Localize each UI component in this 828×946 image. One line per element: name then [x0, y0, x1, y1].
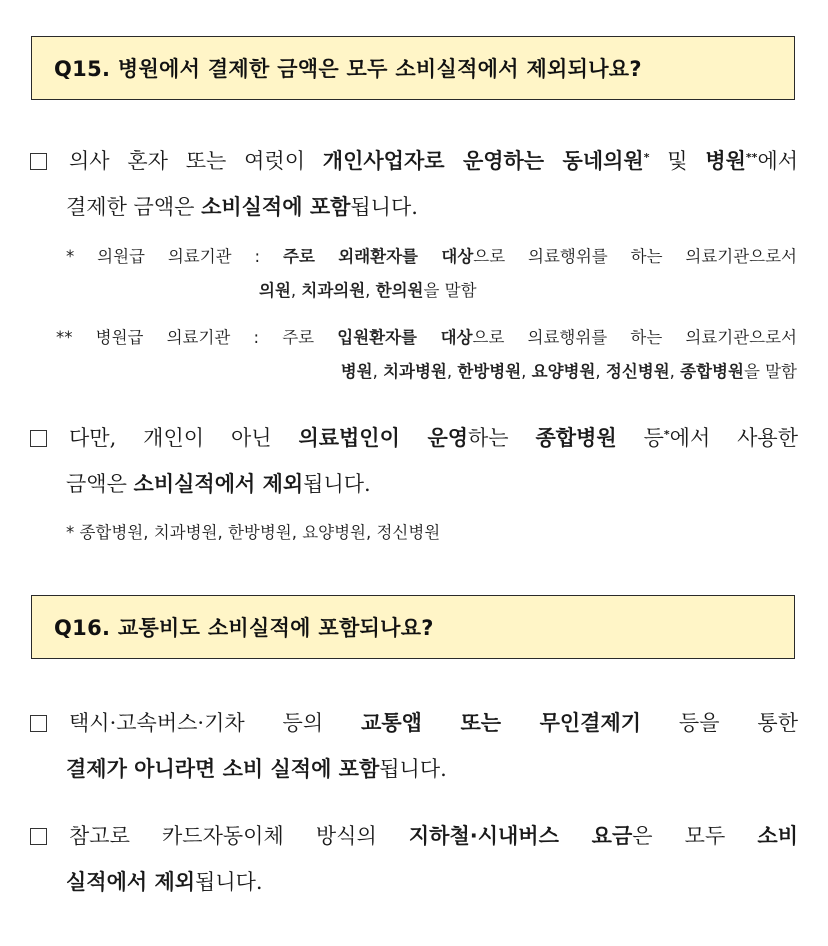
- footnote-clinic: [66, 240, 797, 308]
- paragraph-line: [69, 700, 798, 746]
- emphasis: 소비: [757, 824, 798, 848]
- text: 으로 의료행위를 하는 의료기관으로서: [472, 328, 797, 347]
- footnote-line: [66, 274, 797, 308]
- text: 을 말함: [743, 362, 797, 381]
- q15-title: Q15. 병원에서 결제한 금액은 모두 소비실적에서 제외되나요?: [54, 57, 642, 81]
- emphasis: 소비실적에서 제외: [133, 472, 304, 496]
- text: ** 병원급 의료기관 : 주로: [56, 328, 338, 347]
- text: ,: [372, 362, 384, 381]
- text: ,: [446, 362, 458, 381]
- paragraph-line: [69, 813, 798, 859]
- text: ,: [521, 362, 532, 381]
- text: 다만, 개인이 아닌: [69, 426, 299, 450]
- emphasis: 입원환자를 대상: [337, 328, 473, 347]
- q16-answer-paragraph-2: [30, 813, 798, 905]
- text: 을 말함: [423, 281, 477, 300]
- emphasis: 병원: [340, 362, 373, 381]
- text: 금액은: [66, 472, 134, 496]
- checkbox-bullet-icon: [30, 715, 47, 732]
- text: ,: [290, 281, 302, 300]
- text: 결제한 금액은: [66, 195, 202, 219]
- footnote-line: [66, 240, 797, 274]
- q15-answer-paragraph-2: [30, 415, 798, 507]
- emphasis: 결제가 아니라면 소비 실적에 포함: [66, 757, 380, 781]
- emphasis: 치과병원: [383, 362, 447, 381]
- emphasis: 의원: [259, 281, 291, 300]
- emphasis: 요양병원: [531, 362, 596, 381]
- text: 택시·고속버스·기차 등의: [69, 711, 362, 735]
- footnote-general-hospital: [66, 516, 440, 550]
- checkbox-bullet-icon: [30, 828, 47, 845]
- q16-answer-paragraph-1: [30, 700, 798, 792]
- emphasis: 한방병원: [457, 362, 522, 381]
- emphasis: 병원: [705, 149, 746, 173]
- paragraph-line: [66, 746, 447, 792]
- text: 및: [649, 149, 706, 173]
- footnote-hospital: [56, 321, 797, 389]
- text: 등: [616, 426, 664, 450]
- text: 에서 사용한: [669, 426, 799, 450]
- checkbox-bullet-icon: [30, 430, 47, 447]
- footnote-mark: *: [643, 151, 650, 164]
- emphasis: 지하철·시내버스 요금: [408, 824, 633, 848]
- text: 등을 통한: [641, 711, 798, 735]
- text: 은 모두: [632, 824, 758, 848]
- paragraph-line: [69, 138, 798, 184]
- footnote-mark: **: [745, 151, 758, 164]
- checkbox-bullet-icon: [30, 153, 47, 170]
- emphasis: 종합병원: [535, 426, 617, 450]
- text: 참고로 카드자동이체 방식의: [69, 824, 409, 848]
- footnote-line: [56, 321, 797, 355]
- text: * 의원급 의료기관 :: [66, 247, 283, 266]
- emphasis: 치과의원: [301, 281, 366, 300]
- text: 됩니다.: [350, 195, 418, 219]
- footnote-line: [56, 355, 797, 389]
- emphasis: 실적에서 제외: [66, 870, 196, 894]
- emphasis: 소비실적에 포함: [201, 195, 351, 219]
- emphasis: 정신병원: [605, 362, 670, 381]
- q15-answer-paragraph-1: [30, 138, 798, 230]
- q16-title: Q16. 교통비도 소비실적에 포함되나요?: [54, 616, 434, 640]
- text: ,: [669, 362, 681, 381]
- emphasis: 주로 외래환자를 대상: [283, 247, 474, 266]
- text: 됩니다.: [195, 870, 263, 894]
- question-header-q16: [31, 595, 795, 659]
- paragraph-line: [66, 184, 418, 230]
- paragraph-line: [66, 859, 263, 905]
- text: 의사 혼자 또는 여럿이: [69, 149, 323, 173]
- emphasis: 한의원: [375, 281, 424, 300]
- emphasis: 의료법인이 운영: [298, 426, 469, 450]
- text: ,: [595, 362, 606, 381]
- question-header-q15: [31, 36, 795, 100]
- text: 됩니다.: [303, 472, 371, 496]
- text: 에서: [757, 149, 799, 173]
- text: 하는: [468, 426, 536, 450]
- footnote-mark: *: [663, 428, 670, 441]
- text: 으로 의료행위를 하는 의료기관으로서: [473, 247, 797, 266]
- emphasis: 개인사업자로 운영하는 동네의원: [322, 149, 644, 173]
- text: ,: [365, 281, 376, 300]
- emphasis: 종합병원: [680, 362, 744, 381]
- paragraph-line: [66, 461, 371, 507]
- footnote-line: * 종합병원, 치과병원, 한방병원, 요양병원, 정신병원: [66, 523, 441, 542]
- emphasis: 교통앱 또는 무인결제기: [361, 711, 642, 735]
- text: 됩니다.: [379, 757, 447, 781]
- paragraph-line: [69, 415, 798, 461]
